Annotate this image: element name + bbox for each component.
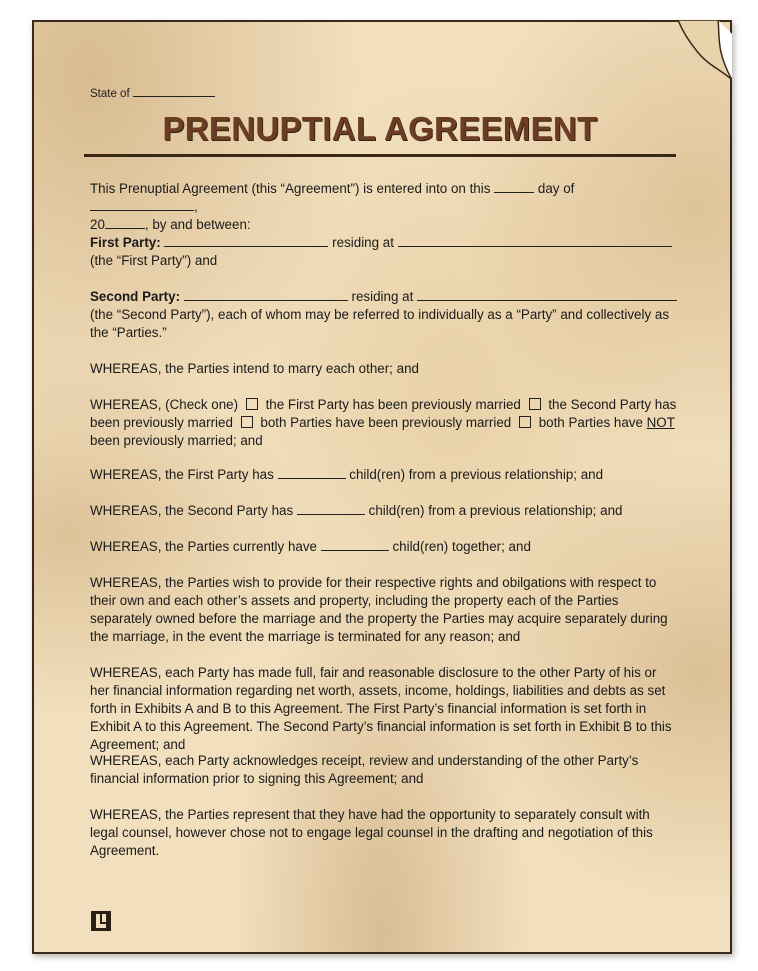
first-children-text-b: child(ren) from a previous relationship; and: [349, 467, 604, 482]
second-party-label: Second Party:: [90, 289, 181, 304]
intro-paragraph: This Prenuptial Agreement (this “Agreement”) is entered into on this day of , 20 , by and between:: [90, 181, 575, 232]
intro-text-4: , by and between:: [144, 217, 251, 232]
option-both-married: both Parties have been previously married: [260, 415, 512, 430]
option-not-emphasis: NOT: [646, 415, 675, 430]
first-party-name-blank: [164, 234, 328, 247]
checkbox-both-not-married[interactable]: [519, 416, 531, 428]
option-second-party-married: the Second Party has been previously married: [90, 397, 677, 430]
whereas-rights-text: WHEREAS, the Parties wish to provide for their respective rights and obilgations with respect to their own and each other’s assets and property, including the property each of the Parties separately owned before the marriage and the property the Parties may acquire separately during the marriage, in the event the marriage is terminated for any reason; and: [90, 575, 668, 644]
second-children-text-b: child(ren) from a previous relationship; and: [368, 503, 623, 518]
second-party-address-blank: [417, 288, 677, 301]
whereas-first-party-children: [90, 466, 680, 484]
first-party-address-blank: [398, 234, 672, 247]
first-children-text-a: WHEREAS, the First Party has: [90, 467, 274, 482]
first-party-block: [90, 234, 680, 270]
title-rule: [84, 154, 676, 157]
title-block: [82, 110, 678, 148]
day-blank: [494, 180, 534, 193]
whereas-acknowledgement: [90, 752, 674, 788]
lawdistrict-logo-icon: [90, 910, 112, 932]
first-children-blank: [278, 466, 346, 479]
whereas-disclosure-text: WHEREAS, each Party has made full, fair and reasonable disclosure to the other Party of his or her financial information regarding net worth, assets, income, holdings, liabilities and debts as set forth in Exhibits A and B to this Agreement. The First Party’s financial information is set forth in Exhibit A to this Agreement. The Second Party’s financial information is set forth in Exhibit B to this Agreement; and: [90, 665, 672, 752]
whereas-marry-text: WHEREAS, the Parties intend to marry each other; and: [90, 361, 419, 376]
whereas-second-party-children: [90, 502, 680, 520]
intro-text-3: 20: [90, 217, 105, 232]
year-blank: [105, 216, 145, 229]
checkbox-second-party-married[interactable]: [529, 398, 541, 410]
second-children-blank: [297, 502, 365, 515]
second-party-residing-label: residing at: [351, 289, 414, 304]
checkbox-both-married[interactable]: [241, 416, 253, 428]
whereas-check-one: [90, 396, 680, 450]
whereas-children-together: [90, 538, 680, 556]
intro-text-1: This Prenuptial Agreement (this “Agreement”) is entered into on this: [90, 181, 491, 196]
state-blank: [133, 84, 215, 97]
whereas-disclosure: [90, 664, 674, 754]
check-one-label: WHEREAS, (Check one): [90, 397, 239, 412]
intro-text-2: day of: [537, 181, 575, 196]
state-label: State of: [90, 88, 130, 100]
whereas-marry: [90, 360, 680, 378]
whereas-counsel: [90, 806, 674, 860]
month-blank: [90, 198, 194, 211]
option-both-not-married-pre: both Parties have: [538, 415, 643, 430]
second-party-name-blank: [184, 288, 348, 301]
together-children-text-b: child(ren) together; and: [392, 539, 531, 554]
first-party-residing-label: residing at: [332, 235, 394, 250]
second-party-block: [90, 288, 680, 342]
first-party-suffix: (the “First Party”) and: [90, 253, 218, 268]
document-title: PRENUPTIAL AGREEMENT: [162, 110, 598, 147]
whereas-counsel-text: WHEREAS, the Parties represent that they have had the opportunity to separately consult with legal counsel, however chose not to engage legal counsel in the drafting and negotiation of this Agreement.: [90, 807, 653, 858]
second-party-suffix: (the “Second Party”), each of whom may be referred to individually as a “Party” and collectively as the “Parties.”: [90, 307, 670, 340]
option-first-party-married: the First Party has been previously married: [265, 397, 521, 412]
second-children-text-a: WHEREAS, the Second Party has: [90, 503, 294, 518]
together-children-blank: [321, 538, 389, 551]
option-both-not-married-post: been previously married; and: [90, 433, 263, 448]
checkbox-first-party-married[interactable]: [246, 398, 258, 410]
whereas-acknowledgement-text: WHEREAS, each Party acknowledges receipt, review and understanding of the other Party’s financial information prior to signing this Agreement; and: [90, 753, 639, 786]
state-line: [90, 84, 215, 100]
first-party-label: First Party:: [90, 235, 161, 250]
together-children-text-a: WHEREAS, the Parties currently have: [90, 539, 317, 554]
whereas-rights: [90, 574, 674, 646]
page-curl-icon: [678, 20, 732, 80]
